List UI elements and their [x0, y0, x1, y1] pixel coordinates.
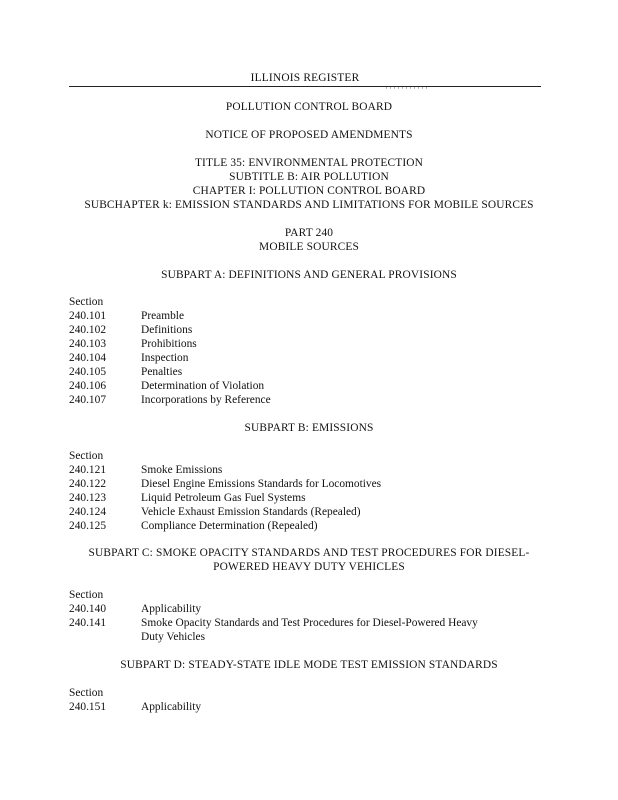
section-row: [69, 603, 541, 617]
section-number: 240.151: [69, 701, 107, 713]
section-number: 240.103: [69, 338, 107, 350]
section-number: 240.140: [69, 603, 107, 615]
section-row: [69, 701, 541, 715]
subtitle-heading: SUBTITLE B: AIR POLLUTION: [229, 171, 389, 183]
board-name: POLLUTION CONTROL BOARD: [225, 101, 393, 113]
section-title: Diesel Engine Emissions Standards for Locomotives: [141, 478, 382, 490]
section-title: Inspection: [141, 352, 189, 364]
section-label: Section: [69, 687, 104, 699]
chapter-heading: CHAPTER I: POLLUTION CONTROL BOARD: [192, 185, 426, 197]
section-number: 240.122: [69, 478, 107, 490]
section-title: Compliance Determination (Repealed): [141, 520, 318, 532]
section-number: 240.124: [69, 506, 107, 518]
section-row: [69, 478, 541, 492]
header-rule-dots: ···········: [385, 83, 429, 93]
section-label: Section: [69, 296, 104, 308]
section-title: Applicability: [141, 701, 202, 713]
subpart-b-heading: SUBPART B: EMISSIONS: [244, 422, 374, 434]
section-row: [69, 338, 541, 352]
notice-title: NOTICE OF PROPOSED AMENDMENTS: [205, 129, 413, 141]
title-heading: TITLE 35: ENVIRONMENTAL PROTECTION: [194, 157, 424, 169]
part-number: PART 240: [284, 227, 334, 239]
section-title: Preamble: [141, 310, 185, 322]
subchapter-heading: SUBCHAPTER k: EMISSION STANDARDS AND LIMITATIONS FOR MOBILE SOURCES: [84, 199, 534, 211]
section-row: [69, 366, 541, 380]
section-title: Applicability: [141, 603, 202, 615]
section-row: [69, 617, 541, 645]
section-number: 240.107: [69, 394, 107, 406]
section-number: 240.125: [69, 520, 107, 532]
header-rule: [69, 86, 541, 87]
section-label: Section: [69, 450, 104, 462]
section-row: [69, 394, 541, 408]
register-title: ILLINOIS REGISTER: [250, 72, 360, 84]
section-title: Definitions: [141, 324, 193, 336]
subpart-c-heading-line1: SUBPART C: SMOKE OPACITY STANDARDS AND TEST PROCEDURES FOR DIESEL-: [88, 547, 530, 559]
section-number: 240.104: [69, 352, 107, 364]
section-row: [69, 352, 541, 366]
section-title: Smoke Opacity Standards and Test Procedures for Diesel-Powered Heavy: [141, 617, 478, 629]
section-row: [69, 324, 541, 338]
section-label: Section: [69, 589, 104, 601]
section-title-continued: Duty Vehicles: [141, 631, 206, 643]
section-title: Prohibitions: [141, 338, 197, 350]
subpart-c-heading-line2: POWERED HEAVY DUTY VEHICLES: [213, 561, 405, 573]
section-title: Liquid Petroleum Gas Fuel Systems: [141, 492, 306, 504]
section-title: Incorporations by Reference: [141, 394, 271, 406]
section-row: [69, 520, 541, 534]
section-number: 240.106: [69, 380, 107, 392]
section-number: 240.102: [69, 324, 107, 336]
section-number: 240.141: [69, 617, 107, 629]
section-row: [69, 380, 541, 394]
section-title: Smoke Emissions: [141, 464, 223, 476]
section-title: Penalties: [141, 366, 183, 378]
section-title: Vehicle Exhaust Emission Standards (Repealed): [141, 506, 361, 518]
section-number: 240.105: [69, 366, 107, 378]
section-row: [69, 506, 541, 520]
section-row: [69, 464, 541, 478]
section-row: [69, 310, 541, 324]
section-number: 240.101: [69, 310, 107, 322]
section-row: [69, 492, 541, 506]
section-number: 240.121: [69, 464, 107, 476]
part-name: MOBILE SOURCES: [259, 241, 359, 253]
section-title: Determination of Violation: [141, 380, 265, 392]
subpart-a-heading: SUBPART A: DEFINITIONS AND GENERAL PROVISIONS: [161, 269, 457, 281]
subpart-d-heading: SUBPART D: STEADY-STATE IDLE MODE TEST EMISSION STANDARDS: [120, 659, 498, 671]
section-number: 240.123: [69, 492, 107, 504]
